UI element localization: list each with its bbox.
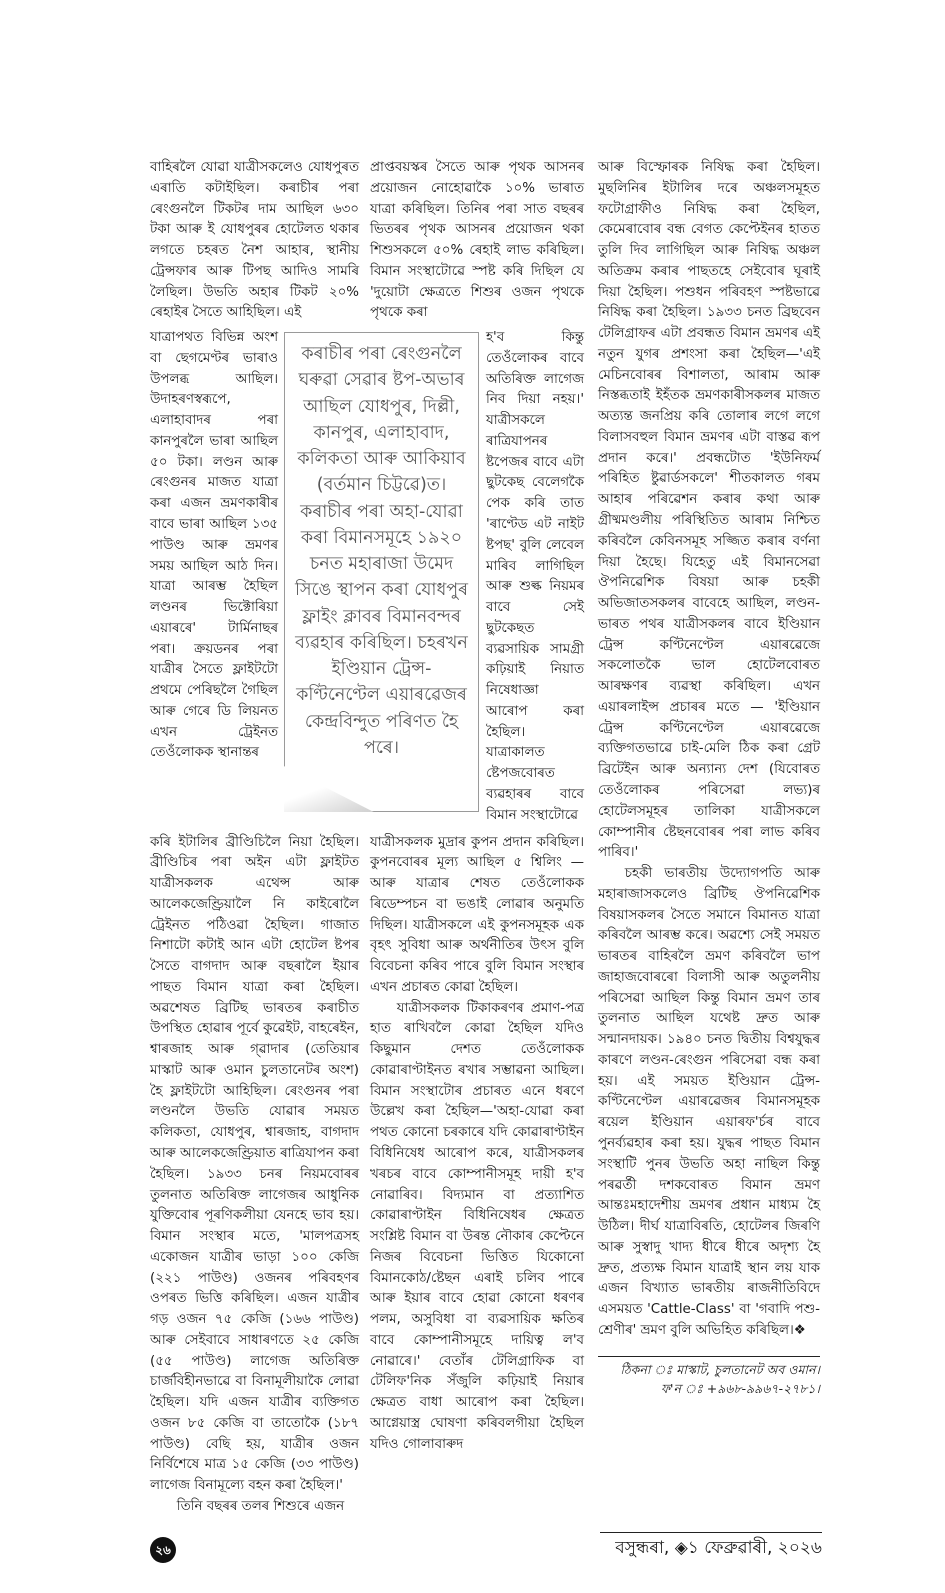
paragraph — [598, 864, 820, 1342]
paragraph: যাত্ৰীসকলক টিকাকৰণৰ প্ৰমাণ-পত্ৰ হাত ৰাখিবলৈ কোৱা হৈছিল যদিও কিছুমান দেশত তেওঁলোকক কোৱাৰাণ্টাইনত ৰখাৰ সম্ভাৱনা আছিল। বিমান সংস্থাটোৰ প্ৰচাৰত এনে ধৰণে উল্লেখ কৰা হৈছিল—'অহা-যোৱা কৰা পথত কোনো চৰকাৰে যদি কোৱাৰাণ্টাইন বিধিনিষেধ আৰোপ কৰে, যাত্ৰীসকলৰ খৰচৰ বাবে কোম্পানীসমূহ দায়ী হ'ব নোৱাৰিব। বিদ্যমান বা প্ৰত্যাশিত কোৱাৰাণ্টাইন বিধিনিষেধৰ ক্ষেত্ৰত সংশ্লিষ্ট বিমান বা উৰন্ত নৌকাৰ কেপ্টেনে নিজৰ বিবেচনা ভিত্তিত যিকোনো বিমানকোঠ/ষ্টেছন এৰাই চলিব পাৰে আৰু ইয়াৰ বাবে হোৱা কোনো ধৰণৰ পলম, অসুবিধা বা ব্যৱসায়িক ক্ষতিৰ বাবে কোম্পানীসমূহে দায়িত্ব ল'ব নোৱাৰে।' বেতাঁৰ টেলিগ্ৰাফিক বা টেলিফ'নিক সঁজুলি কঢ়িয়াই নিয়াৰ ক্ষেত্ৰত বাধা আৰোপ কৰা হৈছিল। আগ্নেয়াস্ত্ৰ ঘোষণা কৰিবলগীয়া হৈছিল যদিও গোলাবাৰুদ — [370, 1000, 584, 1452]
paragraph-text: চহকী ভাৰতীয় উদ্যোগপতি আৰু মহাৰাজাসকলেও ব্ৰিটিছ ঔপনিৱেশিক বিষয়াসকলৰ সৈতে সমানে বিমানত যাত্ৰা কৰিবলৈ আৰম্ভ কৰে। অৱশ্যে সেই সময়ত ভাৰতৰ বাহিৰলৈ ভ্ৰমণ কৰিবলৈ ভাপ জাহাজবোৰৰো বিলাসী আৰু অতুলনীয় পৰিসেৱা আছিল কিন্তু বিমান ভ্ৰমণ তাৰ তুলনাত আছিল যথেষ্ট দ্ৰুত আৰু সন্মানদায়ক। ১৯৪০ চনত দ্বিতীয় বিশ্বযুদ্ধৰ কাৰণে লণ্ডন-ৰেংগুন পৰিসেৱা বন্ধ কৰা হয়। এই সময়ত ইণ্ডিয়ান ট্ৰেন্স-কণ্টিনেণ্টেল এয়াৰৱেজৰ বিমানসমূহক ৰয়েল ইণ্ডিয়ান এয়াৰফ'ৰ্চৰ বাবে পুনৰ্ব্যৱহাৰ কৰা হয়। যুদ্ধৰ পাছত বিমান সংস্থাটি পুনৰ উভতি অহা নাছিল কিন্তু পৰৱৰ্তী দশকবোৰত বিমান ভ্ৰমণ আন্তঃমহাদেশীয় ভ্ৰমণৰ প্ৰধান মাধ্যম হৈ উঠিল। দীৰ্ঘ যাত্ৰাবিৰতি, হোটেলৰ জিৰণি আৰু সুস্বাদু খাদ্য ধীৰে ধীৰে অদৃশ্য হৈ দ্ৰুত, প্ৰত্যক্ষ বিমান যাত্ৰাই স্থান লয় যাক এজন বিখ্যাত ভাৰতীয় ৰাজনীতিবিদে এসময়ত 'Cattle-Class' বা 'গবাদি পশু-শ্ৰেণীৰ' ভ্ৰমণ বুলি অভিহিত কৰিছিল। — [598, 866, 820, 1338]
column2-top-text — [365, 158, 588, 324]
paragraph: কৰি ইটালিৰ ব্ৰীণ্ডিচিলৈ নিয়া হৈছিল। ব্ৰীণ্ডিচিৰ পৰা অইন এটা ফ্লাইটত যাত্ৰীসকলক এথেন্স আৰু আলেকজেণ্ড্ৰিয়ালৈ নি কাইৰোলৈ ট্ৰেইনত পঠিওৱা হৈছিল। গাজাত নিশাটো কটাই আন এটা হোটেল ষ্টপৰ সৈতে বাগদাদ আৰু বছৰালৈ ইয়াৰ পাছত বিমান যাত্ৰা কৰা হৈছিল। অৱশেষত ব্ৰিটিছ ভাৰতৰ কৰাচীত উপস্থিত হোৱাৰ পূৰ্বে কুৱেইট, বাহৰেইন, শ্বাৰজাহ আৰু গ্ৱাদাৰ (তেতিয়াৰ মাস্কাট আৰু ওমান চুলতানেটৰ অংশ) হৈ ফ্লাইটটো আহিছিল। ৰেংগুনৰ পৰা লণ্ডনলৈ উভতি যোৱাৰ সময়ত কলিকতা, যোধপুৰ, শ্বাৰজাহ, বাগদাদ আৰু আলেকজেণ্ড্ৰিয়াত ৰাত্ৰিযাপন কৰা হৈছিল। ১৯৩৩ চনৰ নিয়মবোৰৰ তুলনাত অতিৰিক্ত লাগেজৰ আধুনিক যুক্তিবোৰ পূৰণিকলীয়া যেনহে ভাব হয়। বিমান সংস্থাৰ মতে, 'মালপত্ৰসহ একোজন যাত্ৰীৰ ভাড়া ১০০ কেজি (২২১ পাউণ্ড) ওজনৰ পৰিবহণৰ ওপৰত ভিত্তি কৰিছিল। এজন যাত্ৰীৰ গড় ওজন ৭৫ কেজি (১৬৬ পাউণ্ড) আৰু সেইবাবে সাধাৰণতে ২৫ কেজি (৫৫ পাউণ্ড) লাগেজ অতিৰিক্ত চাৰ্জবিহীনভাৱে বা বিনামূলীয়াকৈ লোৱা হৈছিল। যদি এজন যাত্ৰীৰ ব্যক্তিগত ওজন ৮৫ কেজি বা তাতোকৈ (১৮৭ পাউণ্ড) বেছি হয়, যাত্ৰীৰ ওজন নিৰ্বিশেষে মাত্ৰ ১৫ কেজি (৩৩ পাউণ্ড) লাগেজ বিনামূল্যে বহন কৰা হৈছিল।' — [150, 834, 359, 1494]
author-address: ঠিকনা ঃ মাস্কাট, চুলতানেট অব ওমান। — [620, 1361, 820, 1377]
article-body — [150, 0, 826, 1518]
paragraph: প্ৰাপ্তবয়স্কৰ সৈতে আৰু পৃথক আসনৰ প্ৰয়োজন নোহোৱাকৈ ১০% ভাৰাত যাত্ৰা কৰিছিল। তিনিৰ পৰা সাত বছৰৰ ভিতৰৰ পৃথক আসনৰ প্ৰয়োজন থকা শিশুসকলে ৫০% ৰেহাই লাভ কৰিছিল। বিমান সংস্থাটোৱে স্পষ্ট কৰি দিছিল যে 'দুয়োটা ক্ষেত্ৰতে শিশুৰ ওজন পৃথকে পৃথকে কৰা — [370, 160, 584, 321]
masthead-footer: বসুন্ধৰা, ◈১ ফেব্ৰুৱাৰী, ২০২৬ — [600, 1532, 822, 1563]
end-mark-icon: ❖ — [793, 1322, 806, 1338]
column1-narrow-text — [150, 324, 284, 764]
column2-narrow-text — [481, 324, 588, 826]
column2-bottom-text — [365, 827, 588, 1456]
column3-text — [588, 158, 826, 1398]
paragraph: তিনি বছৰৰ তলৰ শিশুৰে এজন — [176, 1499, 345, 1514]
page-footer — [150, 1532, 822, 1563]
paragraph: যাত্ৰাপথত বিভিন্ন অংশ বা ছেগমেণ্টৰ ভাৰাও উপলব্ধ আছিল। উদাহৰণস্বৰূপে, এলাহাবাদৰ পৰা কানপুৰলৈ ভাৰা আছিল ৫০ টকা। লণ্ডন আৰু ৰেংগুনৰ মাজত যাত্ৰা কৰা এজন ভ্ৰমণকাৰীৰ বাবে ভাৰা আছিল ১৩৫ পাউণ্ড আৰু ভ্ৰমণৰ সময় আছিল আঠ দিন। যাত্ৰা আৰম্ভ হৈছিল লণ্ডনৰ ভিক্টোৰিয়া এয়াৰৰে' টাৰ্মিনাছৰ পৰা। ক্ৰয়ডনৰ পৰা যাত্ৰীৰ সৈতে ফ্লাইটটো প্ৰথমে পেৰিছলৈ গৈছিল আৰু গেৰে ডি লিয়নত এখন ট্ৰেইনত তেওঁলোকক স্থানান্তৰ — [150, 330, 278, 761]
paragraph: আৰু বিস্ফোৰক নিষিদ্ধ কৰা হৈছিল। মুছলিনিৰ ইটালিৰ দৰে অঞ্চলসমূহত ফটোগ্ৰাফীও নিষিদ্ধ কৰা হৈছিল, কেমেৰাবোৰ বন্ধ বেগত কেপ্টেইনৰ হাতত তুলি দিব লাগিছিল আৰু নিষিদ্ধ অঞ্চল অতিক্ৰম কৰাৰ পাছতহে সেইবোৰ ঘূৰাই দিয়া হৈছিল। পশুধন পৰিবহণ স্পষ্টভাৱে নিষিদ্ধ কৰা হৈছিল। ১৯৩৩ চনত ব্ৰিছবেন টেলিগ্ৰাফৰ এটা প্ৰবন্ধত বিমান ভ্ৰমণৰ এই নতুন যুগৰ প্ৰশংসা কৰা হৈছিল—'এই মেচিনবোৰৰ বিশালতা, আৰাম আৰু নিস্তব্ধতাই ইহঁতক ভ্ৰমণকাৰীসকলৰ মাজত অত্যন্ত জনপ্ৰিয় কৰি তোলাৰ লগে লগে বিলাসবহুল বিমান ভ্ৰমণৰ এটা বাস্তৱ ৰূপ প্ৰদান কৰে।' প্ৰবন্ধটোত 'ইউনিফৰ্ম পৰিহিত ষ্টুৱাৰ্ডসকলে' শীতকালত গৰম আহাৰ পৰিৱেশন কৰাৰ কথা আৰু গ্ৰীষ্মমণ্ডলীয় পৰিস্থিতিত আৰাম নিশ্চিত কৰিবলৈ কেবিনসমূহ সজ্জিত কৰাৰ বৰ্ণনা দিয়া হৈছে। যিহেতু এই বিমানসেৱা ঔপনিৱেশিক বিষয়া আৰু চহকী অভিজাতসকলৰ বাবেহে আছিল, লণ্ডন-ভাৰত পথৰ যাত্ৰীসকলৰ বাবে ইণ্ডিয়ান ট্ৰেন্স কণ্টিনেণ্টেল এয়াৰৱেজে সকলোতকৈ ভাল হোটেলবোৰত আৰক্ষণৰ ব্যৱস্থা কৰিছিল। এখন এয়াৰলাইন্স প্ৰচাৰৰ মতে — 'ইণ্ডিয়ান ট্ৰেন্স কণ্টিনেণ্টেল এয়াৰৱেজে ব্যক্তিগতভাৱে চাই-মেলি ঠিক কৰা গ্ৰেট ব্ৰিটেইন আৰু অন্যান্য দেশ (যিবোৰত তেওঁলোকৰ পৰিসেৱা লভ্য)ৰ হোটেলসমূহৰ তালিকা যাত্ৰীসকলে কোম্পানীৰ ষ্টেছনবোৰৰ পৰা লাভ কৰিব পাৰিব।' — [598, 160, 820, 861]
pull-quote-box — [284, 332, 479, 812]
column1-top-text — [150, 158, 365, 324]
pull-quote-text: কৰাচীৰ পৰা ৰেংগুনলৈ ঘৰুৱা সেৱাৰ ষ্টপ-অভাৰ আছিল যোধপুৰ, দিল্লী, কানপুৰ, এলাহাবাদ, কলিকতা আৰু আকিয়াব (বৰ্তমান চিট্টৱে)ত। কৰাচীৰ পৰা অহা-যোৱা কৰা বিমানসমূহে ১৯২০ চনত মহাৰাজা উমেদ সিঙে স্থাপন কৰা যোধপুৰ ফ্লাইং ক্লাবৰ বিমানবন্দৰ ব্যৱহাৰ কৰিছিল। চহৰখন ইণ্ডিয়ান ট্ৰেন্স-কণ্টিনেণ্টেল এয়াৰৱেজৰ কেন্দ্ৰবিন্দুত পৰিণত হৈ পৰে। — [294, 344, 469, 758]
paragraph: হ'ব কিন্তু তেওঁলোকৰ বাবে অতিৰিক্ত লাগেজ নিব দিয়া নহয়।' যাত্ৰীসকলে ৰাত্ৰিযাপনৰ ষ্টপেজৰ বাবে এটা ছুটকেছ বেলেগকৈ পেক কৰি তাত 'ৰাণ্টেড এট নাইট ষ্টপছ' বুলি লেবেল মাৰিব লাগিছিল আৰু শুল্ক নিয়মৰ বাবে সেই ছুটকেছত ব্যৱসায়িক সামগ্ৰী কঢ়িয়াই নিয়াত নিষেধাজ্ঞা আৰোপ কৰা হৈছিল। যাত্ৰাকালত ষ্টেপজবোৰত ব্যৱহাৰৰ বাবে বিমান সংস্থাটোৱে — [486, 330, 584, 823]
paragraph: যাত্ৰীসকলক মুদ্ৰাৰ কুপন প্ৰদান কৰিছিল। কুপনবোৰৰ মূল্য আছিল ৫ শ্বিলিং — আৰু যাত্ৰাৰ শেষত তেওঁলোকক ৰিডেম্পচন বা ভঙাই লোৱাৰ অনুমতি দিছিল। যাত্ৰীসকলে এই কুপনসমূহক এক বৃহৎ সুবিধা আৰু অৰ্থনীতিৰ উৎস বুলি বিবেচনা কৰিব পাৰে বুলি বিমান সংস্থাৰ এখন প্ৰচাৰত কোৱা হৈছিল। — [370, 834, 584, 995]
author-contact — [598, 1356, 820, 1399]
paragraph: বাহিৰলৈ যোৱা যাত্ৰীসকলেও যোধপুৰত এৰাতি কটাইছিল। কৰাচীৰ পৰা ৰেংগুনলৈ টিকটৰ দাম আছিল ৬৩০ টকা আৰু ই যোধপুৰৰ হোটেলত থকাৰ লগতে চহৰত নৈশ আহাৰ, স্থানীয় ট্ৰেন্সফাৰ আৰু টিপছ আদিও সামৰি লৈছিল। উভতি অহাৰ টিকট ২০% ৰেহাইৰ সৈতে আহিছিল। এই — [150, 160, 359, 321]
page-number: ২৬ — [150, 1537, 176, 1563]
column1-bottom-text — [150, 827, 365, 1518]
page-curl-decoration — [284, 766, 374, 812]
author-phone: ফ'ন ঃ +৯৬৮-৯৯৬৭-২৭৮১। — [660, 1381, 820, 1397]
